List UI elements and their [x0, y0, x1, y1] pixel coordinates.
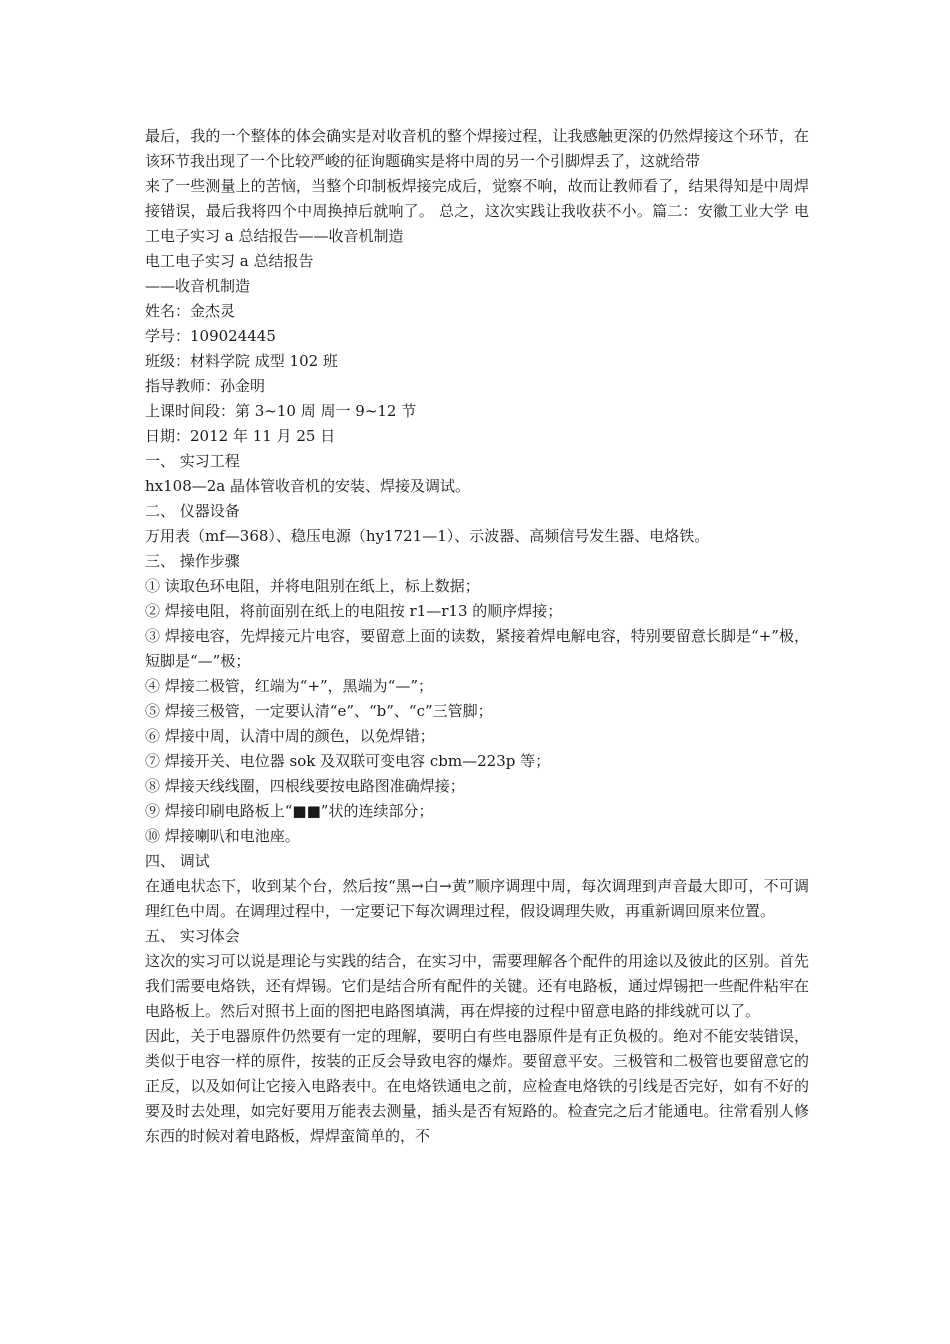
- step-6: ⑥ 焊接中周，认清中周的颜色，以免焊错；: [145, 727, 435, 745]
- instructor: 指导教师：孙金明: [145, 377, 266, 395]
- step-4: ④ 焊接二极管，红端为“+”，黑端为“—”；: [145, 677, 434, 695]
- student-class: 班级：材料学院 成型 102 班: [145, 352, 338, 370]
- section-heading-5: 五、 实习体会: [145, 927, 240, 945]
- section-heading-4: 四、 调试: [145, 852, 210, 870]
- report-subtitle: ——收音机制造: [145, 277, 251, 295]
- section-heading-2: 二、 仪器设备: [145, 502, 240, 520]
- step-8: ⑧ 焊接天线线圈，四根线要按电路图准确焊接；: [145, 777, 465, 795]
- student-name: 姓名：金杰灵: [145, 302, 236, 320]
- section-body-2: 万用表（mf—368）、稳压电源（hy1721—1）、示波器、高频信号发生器、电烙铁。: [145, 527, 710, 545]
- step-1: ① 读取色环电阻，并将电阻别在纸上，标上数据；: [145, 577, 480, 595]
- step-9: ⑨ 焊接印刷电路板上“■■”状的连续部分；: [145, 802, 434, 820]
- section-heading-1: 一、 实习工程: [145, 452, 240, 470]
- step-5: ⑤ 焊接三极管，一定要认清“e”、“b”、“c”三管脚；: [145, 702, 493, 720]
- step-2: ② 焊接电阻，将前面别在纸上的电阻按 r1—r13 的顺序焊接；: [145, 602, 563, 620]
- class-time: 上课时间段：第 3~10 周 周一 9~12 节: [145, 402, 417, 420]
- section-body-5b: 因此，关于电器原件仍然要有一定的理解，要明白有些电器原件是有正负极的。绝对不能安装错误，类似于电容一样的原件，按装的正反会导致电容的爆炸。要留意平安。三极管和二极管也要留意它的正反，以及如何让它接入电路表中。在电烙铁通电之前，应检查电烙铁的引线是否完好，如有不好的要及时去处理，如完好要用万能表去测量，插头是否有短路的。检查完之后才能通电。往常看别人修东西的时候对着电路板，焊焊蛮简单的，不: [145, 1027, 809, 1145]
- step-10: ⑩ 焊接喇叭和电池座。: [145, 827, 300, 845]
- document-page: [145, 124, 809, 1149]
- step-7: ⑦ 焊接开关、电位器 sok 及双联可变电容 cbm—223p 等；: [145, 752, 551, 770]
- paragraph-conclusion-2: 来了一些测量上的苦恼，当整个印制板焊接完成后，觉察不响，故而让教师看了，结果得知是中周焊接错误，最后我将四个中周换掉后就响了。 总之，这次实践让我收获不小。篇二：安徽工业大学 电工电子实习 a 总结报告——收音机制造: [145, 177, 809, 245]
- section-body-5a: 这次的实习可以说是理论与实践的结合，在实习中，需要理解各个配件的用途以及彼此的区别。首先我们需要电烙铁，还有焊锡。它们是结合所有配件的关键。还有电路板，通过焊锡把一些配件粘牢在电路板上。然后对照书上面的图把电路图填满，再在焊接的过程中留意电路的排线就可以了。: [145, 952, 809, 1020]
- section-body-4: 在通电状态下，收到某个台，然后按“黑→白→黄”顺序调理中周，每次调理到声音最大即可，不可调理红色中周。在调理过程中，一定要记下每次调理过程，假设调理失败，再重新调回原来位置。: [145, 877, 809, 920]
- paragraph-conclusion-1: 最后，我的一个整体的体会确实是对收音机的整个焊接过程，让我感触更深的仍然焊接这个环节，在该环节我出现了一个比较严峻的征询题确实是将中周的另一个引脚焊丢了，这就给带: [145, 127, 809, 170]
- student-id: 学号：109024445: [145, 327, 276, 345]
- report-title: 电工电子实习 a 总结报告: [145, 252, 314, 270]
- section-heading-3: 三、 操作步骤: [145, 552, 240, 570]
- step-3: ③ 焊接电容，先焊接元片电容，要留意上面的读数，紧接着焊电解电容，特别要留意长脚是“+”极，短脚是“—”极；: [145, 627, 809, 670]
- section-body-1: hx108—2a 晶体管收音机的安装、焊接及调试。: [145, 477, 471, 495]
- report-date: 日期：2012 年 11 月 25 日: [145, 427, 336, 445]
